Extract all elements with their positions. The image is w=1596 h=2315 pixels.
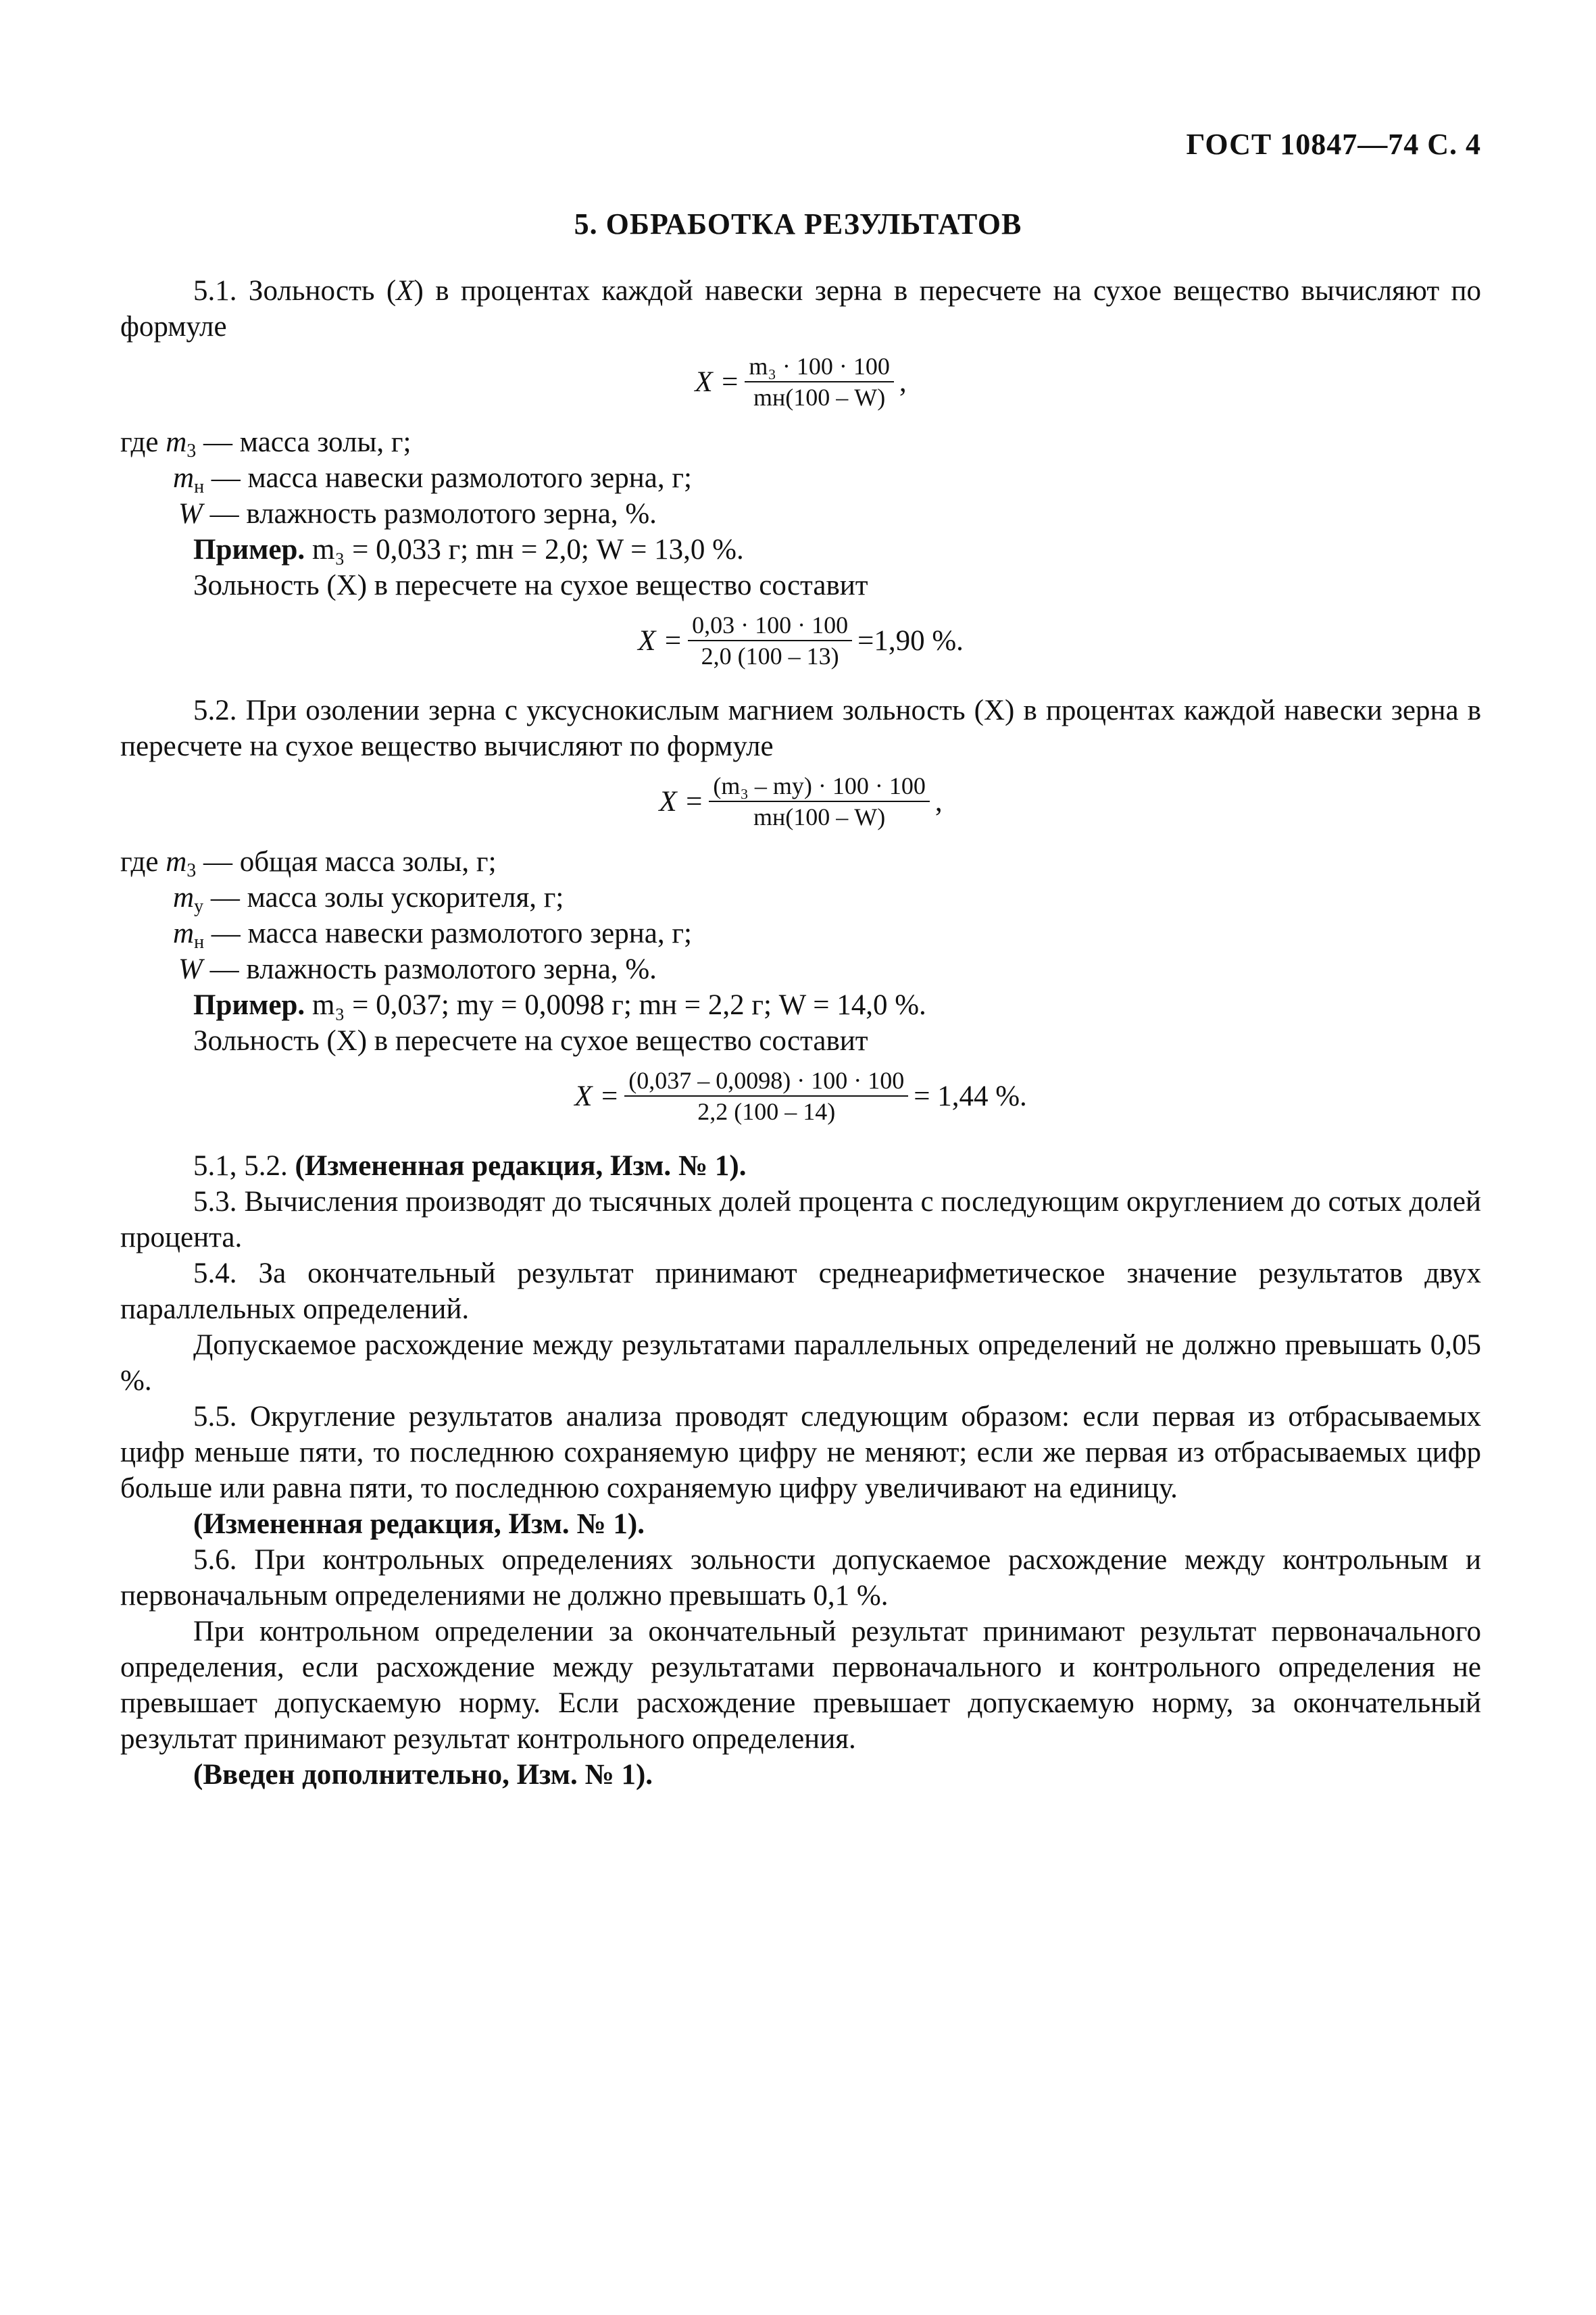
symbol-subscript: у: [194, 896, 204, 917]
clause-number: 5.1.: [193, 275, 237, 307]
paragraph-5-6: 5.6. При контрольных определениях зольности допускаемое расхождение между контрольным и первоначальным определениями не должно превышать 0,1 %.: [120, 1544, 1481, 1612]
fraction: [624, 1066, 908, 1126]
result-text-5-2: Зольность (X) в пересчете на сухое вещество составит: [193, 1025, 868, 1057]
definition: — влажность размолотого зерна, %.: [202, 953, 657, 985]
definition: — масса золы ускорителя, г;: [203, 882, 564, 914]
where-item: [120, 496, 1481, 532]
where-item: [120, 460, 1481, 496]
symbol: m: [166, 426, 187, 458]
symbol-subscript: н: [194, 476, 205, 497]
example-text: m₃ = 0,037; mу = 0,0098 г; mн = 2,2 г; W = 14,0 %.: [311, 989, 926, 1021]
symbol-subscript: 3: [186, 441, 197, 462]
where-list-5-2: [120, 844, 1481, 987]
paragraph-5-5: 5.5. Округление результатов анализа проводят следующим образом: если первая из отбрасываемых цифр меньше пяти, то последнюю сохраняемую цифру не меняют; если же первая из отбрасываемых цифр больше или равна пяти, то последнюю сохраняемую цифру увеличивают на единицу.: [120, 1401, 1481, 1504]
paragraph-5-4-tolerance: Допускаемое расхождение между результатами параллельных определений не должно превышать 0,05 %.: [120, 1329, 1481, 1397]
paragraph-5-3: 5.3. Вычисления производят до тысячных долей процента с последующим округлением до сотых долей процента.: [120, 1186, 1481, 1253]
text: При озолении зерна с уксуснокислым магнием зольность (X) в процентах каждой навески зерна в пересчете на сухое вещество вычисляют по формуле: [120, 695, 1481, 762]
numerator: (0,037 – 0,0098) · 100 · 100: [628, 1067, 905, 1094]
symbol-subscript: 3: [186, 860, 197, 881]
variable-x: X: [396, 275, 414, 307]
clause-number: 5.2.: [193, 695, 237, 726]
formula-tail: =1,90 %.: [857, 624, 964, 657]
fraction: [745, 351, 894, 412]
numerator: (m₃ – mу) · 100 · 100: [713, 772, 926, 799]
denominator: mн(100 – W): [753, 803, 886, 830]
definition: — масса навески размолотого зерна, г;: [204, 918, 692, 949]
where-item: [120, 844, 1481, 880]
formula-5-1: [120, 351, 1481, 412]
clause-number: 5.1, 5.2.: [193, 1150, 288, 1182]
edit-note: (Измененная редакция, Изм. № 1).: [295, 1150, 747, 1182]
symbol: m: [173, 462, 195, 494]
symbol: W: [178, 498, 203, 530]
paragraph-5-4: 5.4. За окончательный результат принимают среднеарифметическое значение результатов двух параллельных определений.: [120, 1258, 1481, 1325]
definition: — влажность размолотого зерна, %.: [202, 498, 657, 530]
fraction: [688, 610, 852, 671]
numerator: m₃ · 100 · 100: [749, 353, 890, 380]
formula-tail: ,: [934, 785, 943, 818]
section-title: 5. ОБРАБОТКА РЕЗУЛЬТАТОВ: [574, 207, 1022, 241]
symbol: m: [166, 846, 187, 878]
symbol-subscript: н: [194, 932, 205, 953]
where-item: [120, 880, 1481, 916]
denominator: 2,2 (100 – 14): [697, 1098, 836, 1125]
paragraph-5-1: [120, 273, 1481, 345]
formula-result-5-1: [120, 610, 1481, 671]
symbol: m: [173, 882, 195, 914]
example-label: Пример.: [193, 989, 305, 1021]
example-text: m₃ = 0,033 г; mн = 2,0; W = 13,0 %.: [311, 534, 744, 566]
formula-lhs: X =: [659, 785, 704, 818]
formula-result-5-2: [120, 1066, 1481, 1126]
fraction: [709, 771, 930, 832]
numerator: 0,03 · 100 · 100: [692, 612, 849, 639]
formula-tail: ,: [899, 366, 907, 398]
definition: — общая масса золы, г;: [196, 846, 497, 878]
symbol: m: [173, 918, 195, 949]
definition: — масса навески размолотого зерна, г;: [204, 462, 692, 494]
example-5-2: [120, 987, 1481, 1023]
symbol: W: [178, 953, 203, 985]
where-list-5-1: [120, 424, 1481, 532]
where-item: [120, 951, 1481, 987]
definition: — масса золы, г;: [196, 426, 412, 458]
formula-lhs: X =: [695, 366, 740, 398]
formula-5-2: [120, 771, 1481, 832]
example-5-1: [120, 532, 1481, 568]
text: ) в процентах каждой навески зерна в пересчете на сухое вещество вычисляют по формуле: [120, 275, 1482, 343]
where-item: [120, 424, 1481, 460]
denominator: mн(100 – W): [753, 384, 886, 411]
edit-note-5-5: (Измененная редакция, Изм. № 1).: [193, 1508, 645, 1540]
example-label: Пример.: [193, 534, 305, 566]
text: Зольность (: [248, 275, 397, 307]
formula-tail: = 1,44 %.: [914, 1080, 1027, 1112]
edit-note-5-6: (Введен дополнительно, Изм. № 1).: [193, 1759, 653, 1791]
where-prefix: где: [120, 426, 166, 458]
denominator: 2,0 (100 – 13): [701, 643, 839, 670]
edit-note-5-1-5-2: [120, 1148, 1481, 1184]
paragraph-5-6-control: При контрольном определении за окончательный результат принимают результат первоначального определения, если расхождение между результатами первоначального и контрольного определения не превышает допускаемую норму. Если расхождение превышает допускаемую норму, за окончательный результат принимают результат контрольного определения.: [120, 1616, 1481, 1755]
formula-lhs: X =: [638, 624, 683, 657]
result-text-5-1: Зольность (X) в пересчете на сухое вещество составит: [193, 570, 868, 601]
where-prefix: где: [120, 846, 166, 878]
where-item: [120, 916, 1481, 951]
formula-lhs: X =: [574, 1080, 620, 1112]
page-header: ГОСТ 10847—74 С. 4: [1186, 128, 1481, 161]
paragraph-5-2: [120, 693, 1481, 764]
document-body: [120, 273, 1481, 1793]
